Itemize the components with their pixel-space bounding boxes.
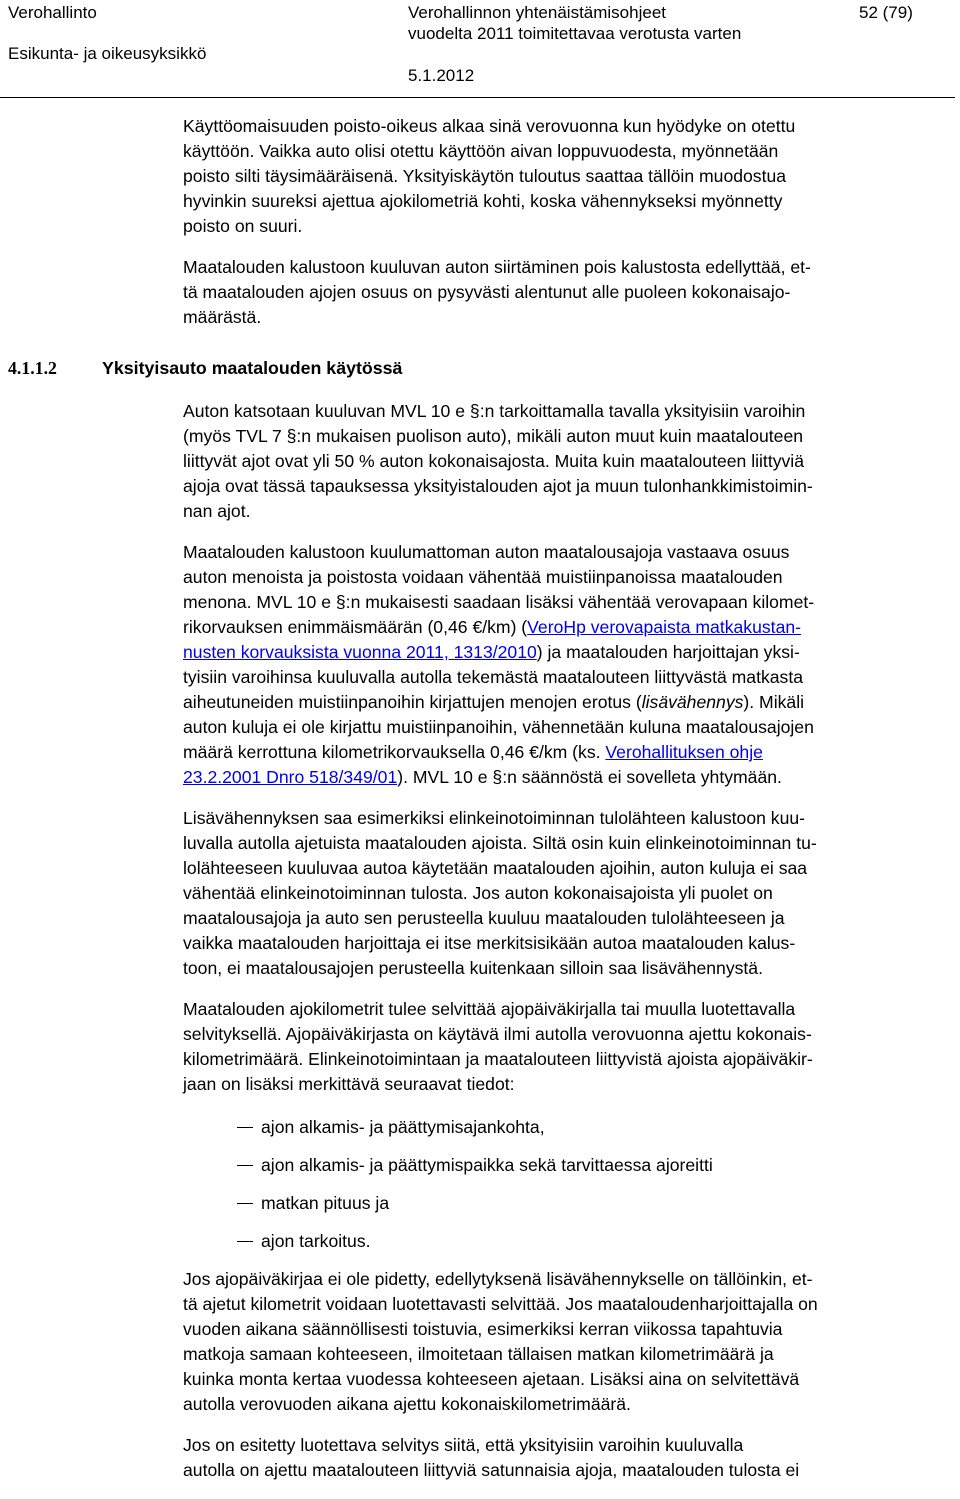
intro-paragraph-2: Maatalouden kalustoon kuuluvan auton siirtäminen pois kalustosta edellyttää, et- tä maatalouden ajojen osuus on pysyvästi alentunut alle puoleen kokonaisajo- määrästä. xyxy=(183,257,811,327)
p2-text-b: ) ja maatalouden harjoittajan yksi- tyisiin varoihinsa kuuluvalla autolla tekemästä maatalouteen liittyvästä matkasta aiheutuneiden muistiinpanoihin kirjattujen menojen erotus ( xyxy=(183,642,804,712)
body-paragraph-1: Auton katsotaan kuuluvan MVL 10 e §:n tarkoittamalla tavalla yksityisiin varoihin (myös TVL 7 §:n mukaisen puolison auto), mikäli auton muut kuin maatalouteen liittyvät ajot ovat yli 50 % auton kokonaisajosta. Muita kuin maatalouteen liittyviä ajoja ovat tässä tapauksessa yksityistalouden ajot ja muun tulonhankkimistoimin- nan ajot. xyxy=(183,401,813,521)
body-paragraph-6: Jos on esitetty luotettava selvitys siitä, että yksityisiin varoihin kuuluvalla autolla on ajettu maatalouteen liittyviä satunnaisia ajoja, maatalouden tulosta ei xyxy=(183,1435,800,1480)
p2-text-c: ). Mikäli auton kuluja ei ole kirjattu muistiinpanoihin, vähennetään kuluna maatalousajojen määrä kerrottuna kilometrikorvauksella 0,46 €/km (ks. xyxy=(183,692,814,762)
link-verohallituksen-ohje[interactable]: Verohallituksen ohje 23.2.2001 Dnro 518/349/01 xyxy=(183,742,763,787)
header-doc-title-line1: Verohallinnon yhtenäistämisohjeet xyxy=(408,3,667,22)
body-paragraph-4: Maatalouden ajokilometrit tulee selvittää ajopäiväkirjalla tai muulla luotettavalla selvityksellä. Ajopäiväkirjasta on käytävä ilmi autolla verovuonna ajettu kokonais- kilometrimäärä. Elinkeinotoimintaan ja maatalouteen liittyvistä ajoista ajopäiväkir- jaan on lisäksi merkittävä seuraavat tiedot: xyxy=(183,999,813,1094)
body-paragraph-2 xyxy=(183,540,954,790)
dash-bullet-icon xyxy=(237,1203,253,1204)
body-paragraph-3: Lisävähennyksen saa esimerkiksi elinkeinotoiminnan tulolähteen kalustoon kuu- luvalla autolla ajetuista maatalouden ajoista. Siltä osin kuin elinkeinotoiminnan tu- lolähteeseen kuuluvaa autoa käytetään maatalouden ajoihin, auton kuluja ei saa vähentää elinkeinotoiminnan tulosta. Jos auton kokonaisajoista yli puolet on maatalousajoja ja auto sen perusteella kuuluu maatalouden tulolähteeseen ja vaikka maatalouden harjoittaja ei itse merkitsisikään autoa maatalouden kalus- toon, ei maatalousajojen perusteella kuitenkaan silloin saa lisävähennystä. xyxy=(183,808,817,978)
required-info-list xyxy=(183,1115,954,1254)
section-number: 4.1.1.2 xyxy=(8,358,57,378)
p2-text-d: ). MVL 10 e §:n säännöstä ei sovelleta yhtymään. xyxy=(397,767,782,787)
header-rule xyxy=(0,97,955,98)
dash-bullet-icon xyxy=(237,1241,253,1242)
section-heading xyxy=(8,356,402,381)
header-page-number: 52 (79) xyxy=(859,3,913,22)
header-date: 5.1.2012 xyxy=(408,66,475,85)
header-doc-title-line2: vuodelta 2011 toimitettavaa verotusta varten xyxy=(408,24,742,43)
list-item: matkan pituus ja xyxy=(183,1191,954,1216)
header-unit: Esikunta- ja oikeusyksikkö xyxy=(8,44,207,63)
p2-text-a: Maatalouden kalustoon kuulumattoman auton maatalousajoja vastaava osuus auton menoista ja poistosta voidaan vähentää muistiinpanoissa maatalouden menona. MVL 10 e §:n mukaisesti saadaan lisäksi vähentää verovapaan kilomet- rikorvauksen enimmäismäärän (0,46 €/km) ( xyxy=(183,542,815,637)
list-item: ajon tarkoitus. xyxy=(183,1229,954,1254)
section-title: Yksityisauto maatalouden käytössä xyxy=(102,358,403,378)
dash-bullet-icon xyxy=(237,1127,253,1128)
intro-paragraph-1: Käyttöomaisuuden poisto-oikeus alkaa sinä verovuonna kun hyödyke on otettu käyttöön. Vaikka auto olisi otettu käyttöön aivan loppuvuodesta, myönnetään poisto silti täysimääräisenä. Yksityiskäytön tuloutus saattaa tällöin muodostua hyvinkin suureksi ajettua ajokilometriä kohti, koska vähennykseksi myönnetty poisto on suuri. xyxy=(183,116,796,236)
body-paragraph-5: Jos ajopäiväkirjaa ei ole pidetty, edellytyksenä lisävähennykselle on tällöinkin, et- tä ajetut kilometrit voidaan luotettavasti selvittää. Jos maataloudenharjoittajalla on vuoden aikana säännöllisesti toistuvia, esimerkiksi kerran viikossa tapahtuvia matkoja samaan kohteeseen, ilmoitetaan tällaisen matkan kilometrimäärä ja kuinka monta kertaa vuodessa kohteeseen ajetaan. Lisäksi aina on selvitettävä autolla verovuoden aikana ajettu kokonaiskilometrimäärä. xyxy=(183,1269,818,1414)
list-item: ajon alkamis- ja päättymisajankohta, xyxy=(183,1115,954,1140)
header-org: Verohallinto xyxy=(8,3,97,22)
link-verohp-matkakustannukset[interactable]: VeroHp verovapaista matkakustan- nusten korvauksista vuonna 2011, 1313/2010 xyxy=(183,617,801,662)
p2-italic-term: lisävähennys xyxy=(641,692,744,712)
list-item: ajon alkamis- ja päättymispaikka sekä tarvittaessa ajoreitti xyxy=(183,1153,954,1178)
intro-block xyxy=(183,114,954,346)
section-body xyxy=(183,399,954,1499)
dash-bullet-icon xyxy=(237,1165,253,1166)
